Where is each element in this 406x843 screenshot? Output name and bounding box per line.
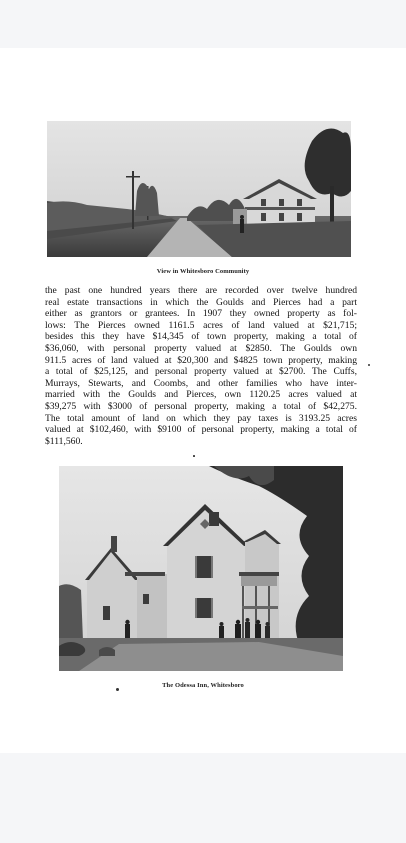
road-scene-image	[47, 121, 351, 257]
text-line: the past one hundred years there are recorded over twelve hundred	[45, 285, 357, 296]
inn-building-image	[59, 466, 343, 671]
text-line: $36,060, with personal property valued at $2850. The Goulds own	[45, 342, 357, 354]
text-line: 911.5 acres of land valued at $20,300 and $4825 town property, making	[45, 354, 357, 366]
text-line: real estate transactions in which the Goulds and Pierces had a part	[45, 296, 357, 308]
text-line: lows: The Pierces owned 1161.5 acres of land valued at $21,715;	[45, 319, 357, 331]
whitesboro-road-photo	[47, 121, 351, 257]
text-line: $111,560.	[45, 435, 83, 447]
document-page	[0, 48, 406, 753]
text-line: The total amount of land on which they pay taxes is 3193.25 acres	[45, 412, 357, 424]
scan-speck	[116, 688, 119, 691]
text-line: $39,275 with $3000 of personal property, making a total of $42,275.	[45, 400, 357, 412]
scan-speck	[368, 364, 370, 366]
text-line: valued at $102,460, with $9100 of personal property, making a total of	[45, 424, 357, 436]
text-line: Murrays, Stewarts, and Coombs, and other families who have inter-	[45, 377, 357, 389]
scan-speck	[193, 455, 195, 457]
text-line: besides this they have $14,345 of town property, making a total of	[45, 331, 357, 343]
text-line: married with the Goulds and Pierces, own 1120.25 acres valued at	[45, 389, 357, 401]
body-paragraph	[45, 285, 357, 447]
text-line: either as grantors or grantees. In 1907 they owned property as fol-	[45, 308, 357, 320]
text-line: a total of $25,125, and personal property valued at $2700. The Cuffs,	[45, 366, 357, 378]
odessa-inn-photo	[59, 466, 343, 671]
top-photo-caption: View in Whitesboro Community	[156, 268, 250, 275]
bottom-photo-caption: The Odessa Inn, Whitesboro	[162, 682, 244, 689]
